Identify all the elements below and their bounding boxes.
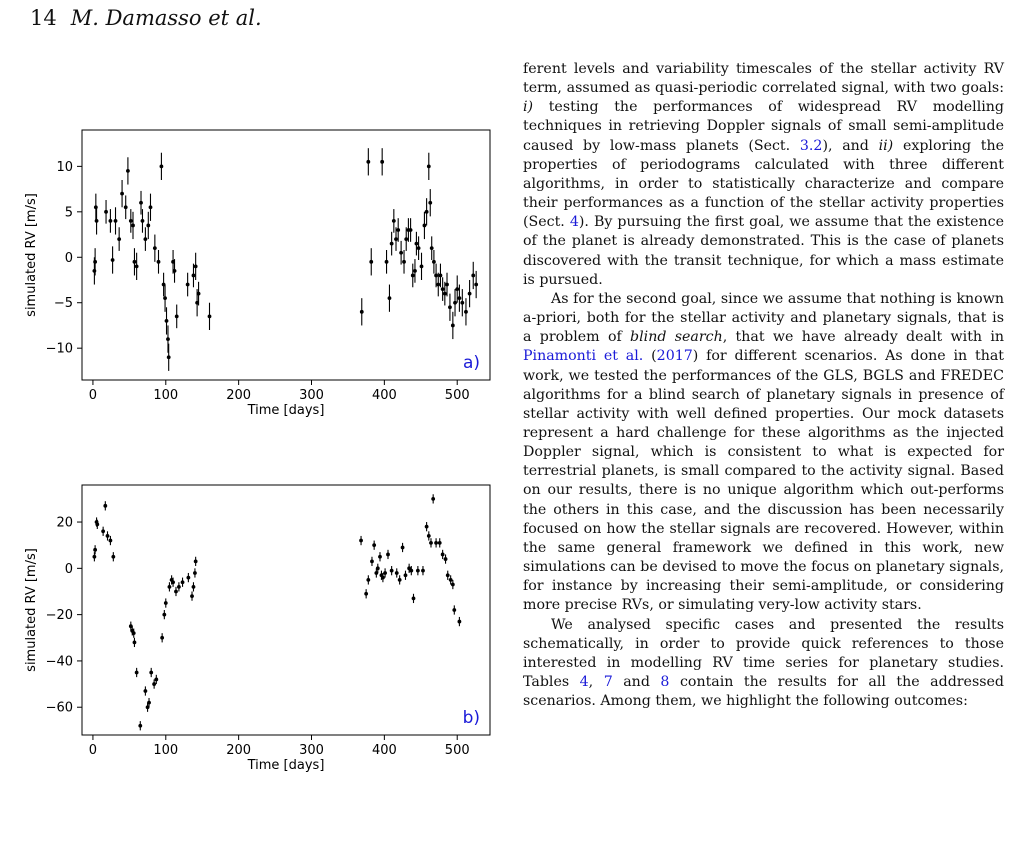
data-point <box>174 587 178 596</box>
data-marker <box>109 539 113 543</box>
data-point <box>464 298 468 325</box>
data-marker <box>109 219 113 223</box>
data-point <box>186 573 190 582</box>
data-marker <box>420 264 424 268</box>
data-marker <box>409 569 413 573</box>
data-marker <box>135 671 139 675</box>
data-marker <box>168 585 172 589</box>
data-point <box>120 180 124 207</box>
data-marker <box>175 314 179 318</box>
data-marker <box>146 224 150 228</box>
data-point <box>208 303 212 330</box>
x-tick-label: 200 <box>226 388 252 403</box>
data-point <box>448 294 452 321</box>
data-marker <box>370 559 374 563</box>
data-marker <box>364 592 368 596</box>
data-point <box>429 538 433 547</box>
data-marker <box>186 283 190 287</box>
x-tick-label: 300 <box>299 388 324 403</box>
data-marker <box>149 205 153 209</box>
data-point <box>143 227 147 251</box>
data-point <box>446 571 450 580</box>
data-point <box>124 195 128 219</box>
data-marker <box>103 504 107 508</box>
data-marker <box>451 583 455 587</box>
data-point <box>380 148 384 175</box>
data-marker <box>453 301 457 305</box>
x-tick-label: 500 <box>444 388 470 403</box>
y-tick-label: −20 <box>45 608 73 624</box>
y-tick-label: 20 <box>56 515 73 531</box>
y-tick-label: −5 <box>53 296 73 312</box>
data-point <box>111 552 115 561</box>
data-marker <box>173 269 177 273</box>
data-marker <box>429 541 433 545</box>
data-point <box>366 148 370 175</box>
data-marker <box>390 242 394 246</box>
data-marker <box>427 534 431 538</box>
data-point <box>385 250 389 274</box>
data-marker <box>163 296 167 300</box>
data-marker <box>458 296 462 300</box>
data-point <box>370 557 374 566</box>
data-point <box>138 721 142 730</box>
data-point <box>133 638 137 647</box>
data-marker <box>192 585 196 589</box>
data-point <box>434 538 438 547</box>
data-marker <box>386 553 390 557</box>
data-point <box>378 552 382 561</box>
data-point <box>114 207 118 234</box>
data-marker <box>399 251 403 255</box>
panel-label: a) <box>462 353 480 373</box>
data-marker <box>138 724 142 728</box>
data-point <box>194 557 198 566</box>
data-marker <box>436 283 440 287</box>
data-marker <box>194 264 198 268</box>
data-marker <box>411 274 415 278</box>
data-point <box>415 232 419 256</box>
data-point <box>428 189 432 216</box>
data-point <box>160 153 164 180</box>
data-marker <box>415 242 419 246</box>
data-point <box>366 575 370 584</box>
data-point <box>168 582 172 591</box>
data-marker <box>380 160 384 164</box>
data-marker <box>443 292 447 296</box>
y-tick-label: 0 <box>64 561 73 577</box>
data-marker <box>190 594 194 598</box>
data-point <box>131 212 135 239</box>
data-point <box>451 312 455 339</box>
x-axis-label: Time [days] <box>247 758 325 773</box>
paragraph-1: ferent levels and variability timescales of the stellar activity RV term, assumed as quasi-periodic correlated signal, with two goals: i) testing the performances of widespread RV modelling techniques in retrieving Doppler signals of small semi-amplitude caused by low-mass planets (Sect. 3.2), and ii) exploring the properties of periodograms calculated with three different algorithms, in order to statistically characterize and compare their performances as a function of the stellar activity properties (Sect. 4). By pursuing the first goal, we assume that the existence of the planet is already demonstrated. This is the case of planets discovered with the transit technique, for which a mass estimate is pursued. <box>523 61 1004 288</box>
data-marker <box>392 219 396 223</box>
data-point <box>103 501 107 510</box>
data-marker <box>174 590 178 594</box>
data-marker <box>157 260 161 264</box>
data-marker <box>409 228 413 232</box>
data-point <box>395 568 399 577</box>
body-text-column <box>523 60 1004 711</box>
data-point <box>193 568 197 577</box>
page-header <box>30 6 262 30</box>
data-point <box>425 198 429 225</box>
data-point <box>438 538 442 547</box>
data-marker <box>451 324 455 328</box>
data-marker <box>94 205 98 209</box>
y-axis-label: simulated RV [m/s] <box>24 193 39 317</box>
data-point <box>431 494 435 503</box>
data-marker <box>135 264 139 268</box>
data-point <box>133 248 137 275</box>
data-marker <box>152 682 156 686</box>
panel-label: b) <box>462 708 480 728</box>
data-marker <box>149 671 153 675</box>
data-point <box>160 633 164 642</box>
data-point <box>369 248 373 275</box>
data-marker <box>445 283 449 287</box>
data-marker <box>93 260 97 264</box>
data-marker <box>455 287 459 291</box>
data-point <box>94 194 98 221</box>
data-marker <box>372 543 376 547</box>
y-tick-label: 0 <box>64 250 73 266</box>
data-marker <box>417 246 421 250</box>
x-tick-label: 400 <box>371 388 397 403</box>
data-marker <box>194 559 198 563</box>
data-point <box>458 617 462 626</box>
data-marker <box>441 287 445 291</box>
data-marker <box>474 283 478 287</box>
data-marker <box>366 160 370 164</box>
axes-frame <box>82 485 490 735</box>
data-marker <box>154 678 158 682</box>
data-marker <box>92 269 96 273</box>
chart-panel-a <box>20 120 500 440</box>
data-marker <box>126 169 130 173</box>
data-point <box>186 273 190 297</box>
data-point <box>109 209 113 233</box>
data-marker <box>92 555 96 559</box>
data-point <box>111 246 115 273</box>
data-marker <box>431 497 435 501</box>
data-point <box>392 209 396 233</box>
data-marker <box>434 274 438 278</box>
data-marker <box>438 541 442 545</box>
data-point <box>153 235 157 262</box>
data-marker <box>366 578 370 582</box>
data-marker <box>398 578 402 582</box>
data-marker <box>359 539 363 543</box>
data-marker <box>192 274 196 278</box>
data-marker <box>421 569 425 573</box>
data-point <box>423 212 427 239</box>
data-marker <box>164 601 168 605</box>
data-marker <box>101 529 105 533</box>
data-point <box>146 212 150 239</box>
data-marker <box>396 228 400 232</box>
data-point <box>401 543 405 552</box>
data-marker <box>404 237 408 241</box>
data-point <box>372 541 376 550</box>
data-point <box>143 686 147 695</box>
data-marker <box>449 578 453 582</box>
data-marker <box>139 201 143 205</box>
data-marker <box>425 525 429 529</box>
data-point <box>453 289 457 316</box>
data-marker <box>153 246 157 250</box>
paragraph-2: As for the second goal, since we assume that nothing is known a-priori, both for the stellar activity and planetary signals, that is a problem of blind search, that we have already dealt with in Pinamonti et al. (2017) for different scenarios. As done in that work, we tested the performances of the GLS, BGLS and FREDEC algorithms for a blind search of planetary signals in presence of stellar activity with well defined properties. Our mock datasets represent a hard challenge for these algorithms as the injected Doppler signal, which is consistent to what is expected for terrestrial planets, is small compared to the activity signal. Based on our results, there is no unique algorithm which out-performs the others in this case, and the discussion has been necessarily focused on how the stellar signals are recovered. However, within the same general framework we defined in this work, new simulations can be devised to move the focus on planetary signals, for instance by increasing their semi-amplitude, or considering more precise RVs, or simulating very-low activity stars. <box>523 290 1005 614</box>
data-point <box>149 194 153 221</box>
data-marker <box>376 566 380 570</box>
data-marker <box>177 585 181 589</box>
data-marker <box>434 541 438 545</box>
data-marker <box>131 224 135 228</box>
data-point <box>386 550 390 559</box>
x-tick-label: 400 <box>371 743 397 758</box>
data-marker <box>132 631 136 635</box>
data-point <box>93 545 97 554</box>
data-point <box>468 280 472 307</box>
data-marker <box>124 205 128 209</box>
data-marker <box>193 571 197 575</box>
data-marker <box>111 555 115 559</box>
data-point <box>416 566 420 575</box>
data-point <box>441 277 445 301</box>
data-marker <box>166 337 170 341</box>
data-marker <box>425 210 429 214</box>
table-ref-link[interactable]: 7 <box>603 674 613 690</box>
data-marker <box>160 164 164 168</box>
data-marker <box>162 613 166 617</box>
data-marker <box>141 219 145 223</box>
x-tick-label: 500 <box>444 743 470 758</box>
page-number: 14 <box>30 6 57 30</box>
data-point <box>388 285 392 312</box>
data-point <box>117 227 121 251</box>
data-point <box>364 589 368 598</box>
data-point <box>157 250 161 274</box>
data-marker <box>147 701 151 705</box>
data-point <box>149 668 153 677</box>
data-marker <box>165 319 169 323</box>
data-marker <box>412 597 416 601</box>
data-point <box>95 207 99 234</box>
data-point <box>109 536 113 545</box>
paragraph-3: We analysed specific cases and presented the results schematically, in order to provide quick references to those interested in modelling RV time series for planetary studies. Tables 4, 7 and 8 contain the results for all the addressed scenarios. Among them, we highlight the following outcomes: <box>523 616 1004 710</box>
data-point <box>177 582 181 591</box>
data-marker <box>106 534 110 538</box>
data-marker <box>413 269 417 273</box>
data-point <box>101 527 105 536</box>
citation-link[interactable]: Pinamonti et al. <box>523 348 644 365</box>
data-point <box>190 591 194 600</box>
data-point <box>411 264 415 288</box>
data-point <box>413 259 417 283</box>
data-marker <box>394 237 398 241</box>
y-tick-label: −10 <box>45 341 73 357</box>
data-marker <box>427 164 431 168</box>
data-marker <box>428 201 432 205</box>
data-marker <box>430 246 434 250</box>
data-point <box>359 536 363 545</box>
data-marker <box>460 301 464 305</box>
data-point <box>360 298 364 325</box>
data-marker <box>160 636 164 640</box>
data-point <box>460 289 464 316</box>
y-tick-label: 10 <box>56 159 73 175</box>
table-ref-link[interactable]: 4 <box>579 674 589 690</box>
data-marker <box>117 237 121 241</box>
data-marker <box>395 571 399 575</box>
data-point <box>430 236 434 260</box>
data-marker <box>95 522 99 526</box>
data-point <box>390 566 394 575</box>
data-marker <box>360 310 364 314</box>
data-point <box>126 157 130 184</box>
data-marker <box>468 292 472 296</box>
data-point <box>181 578 185 587</box>
data-point <box>135 668 139 677</box>
data-marker <box>404 573 408 577</box>
x-axis-label: Time [days] <box>247 403 325 418</box>
data-marker <box>186 576 190 580</box>
data-point <box>175 305 179 329</box>
data-marker <box>423 224 427 228</box>
data-point <box>104 200 108 224</box>
data-point <box>390 232 394 256</box>
data-point <box>192 582 196 591</box>
data-marker <box>143 689 147 693</box>
data-marker <box>381 576 385 580</box>
data-marker <box>93 548 97 552</box>
data-point <box>427 531 431 540</box>
data-marker <box>143 237 147 241</box>
data-point <box>404 571 408 580</box>
data-point <box>409 218 413 242</box>
data-marker <box>385 260 389 264</box>
data-marker <box>401 546 405 550</box>
y-axis-label: simulated RV [m/s] <box>24 548 39 672</box>
data-marker <box>197 292 201 296</box>
data-marker <box>129 219 133 223</box>
data-marker <box>452 608 456 612</box>
data-marker <box>439 274 443 278</box>
section-ref-link[interactable]: 4 <box>569 214 579 231</box>
data-marker <box>95 219 99 223</box>
data-marker <box>388 296 392 300</box>
data-marker <box>181 580 185 584</box>
y-tick-label: −60 <box>45 700 73 716</box>
data-point <box>92 552 96 561</box>
data-marker <box>448 305 452 309</box>
data-point <box>421 566 425 575</box>
data-point <box>427 153 431 180</box>
citation-year-link[interactable]: 2017 <box>656 348 693 365</box>
x-tick-label: 100 <box>153 388 179 403</box>
data-marker <box>458 620 462 624</box>
data-marker <box>441 553 445 557</box>
x-tick-label: 0 <box>88 743 98 758</box>
data-marker <box>120 192 124 196</box>
data-marker <box>167 355 171 359</box>
x-tick-label: 200 <box>226 743 252 758</box>
x-tick-label: 300 <box>299 743 324 758</box>
data-marker <box>171 580 175 584</box>
data-point <box>106 531 110 540</box>
data-marker <box>444 557 448 561</box>
data-point <box>444 554 448 563</box>
section-ref-link[interactable]: 3.2 <box>799 137 823 154</box>
data-point <box>164 598 168 607</box>
data-marker <box>471 274 475 278</box>
data-marker <box>446 573 450 577</box>
data-marker <box>383 571 387 575</box>
data-marker <box>378 555 382 559</box>
data-point <box>398 575 402 584</box>
data-marker <box>402 260 406 264</box>
data-marker <box>369 260 373 264</box>
data-point <box>452 605 456 614</box>
data-point <box>432 250 436 274</box>
table-ref-link[interactable]: 8 <box>660 674 670 690</box>
data-marker <box>104 210 108 214</box>
data-point <box>417 236 421 260</box>
data-point <box>420 253 424 280</box>
x-tick-label: 0 <box>88 388 98 403</box>
data-point <box>167 344 171 371</box>
data-marker <box>133 260 137 264</box>
data-point <box>129 209 133 233</box>
y-tick-label: −40 <box>45 654 73 670</box>
data-point <box>135 253 139 280</box>
data-point <box>412 594 416 603</box>
x-tick-label: 100 <box>153 743 179 758</box>
data-marker <box>208 314 212 318</box>
data-marker <box>464 310 468 314</box>
data-point <box>425 522 429 531</box>
data-marker <box>114 219 118 223</box>
chart-panel-b <box>20 475 500 795</box>
data-point <box>441 550 445 559</box>
data-marker <box>390 569 394 573</box>
data-marker <box>111 258 115 262</box>
data-marker <box>133 641 137 645</box>
y-tick-label: 5 <box>64 205 73 221</box>
data-point <box>162 610 166 619</box>
data-marker <box>416 569 420 573</box>
running-authors: M. Damasso et al. <box>70 6 262 30</box>
data-marker <box>432 260 436 264</box>
